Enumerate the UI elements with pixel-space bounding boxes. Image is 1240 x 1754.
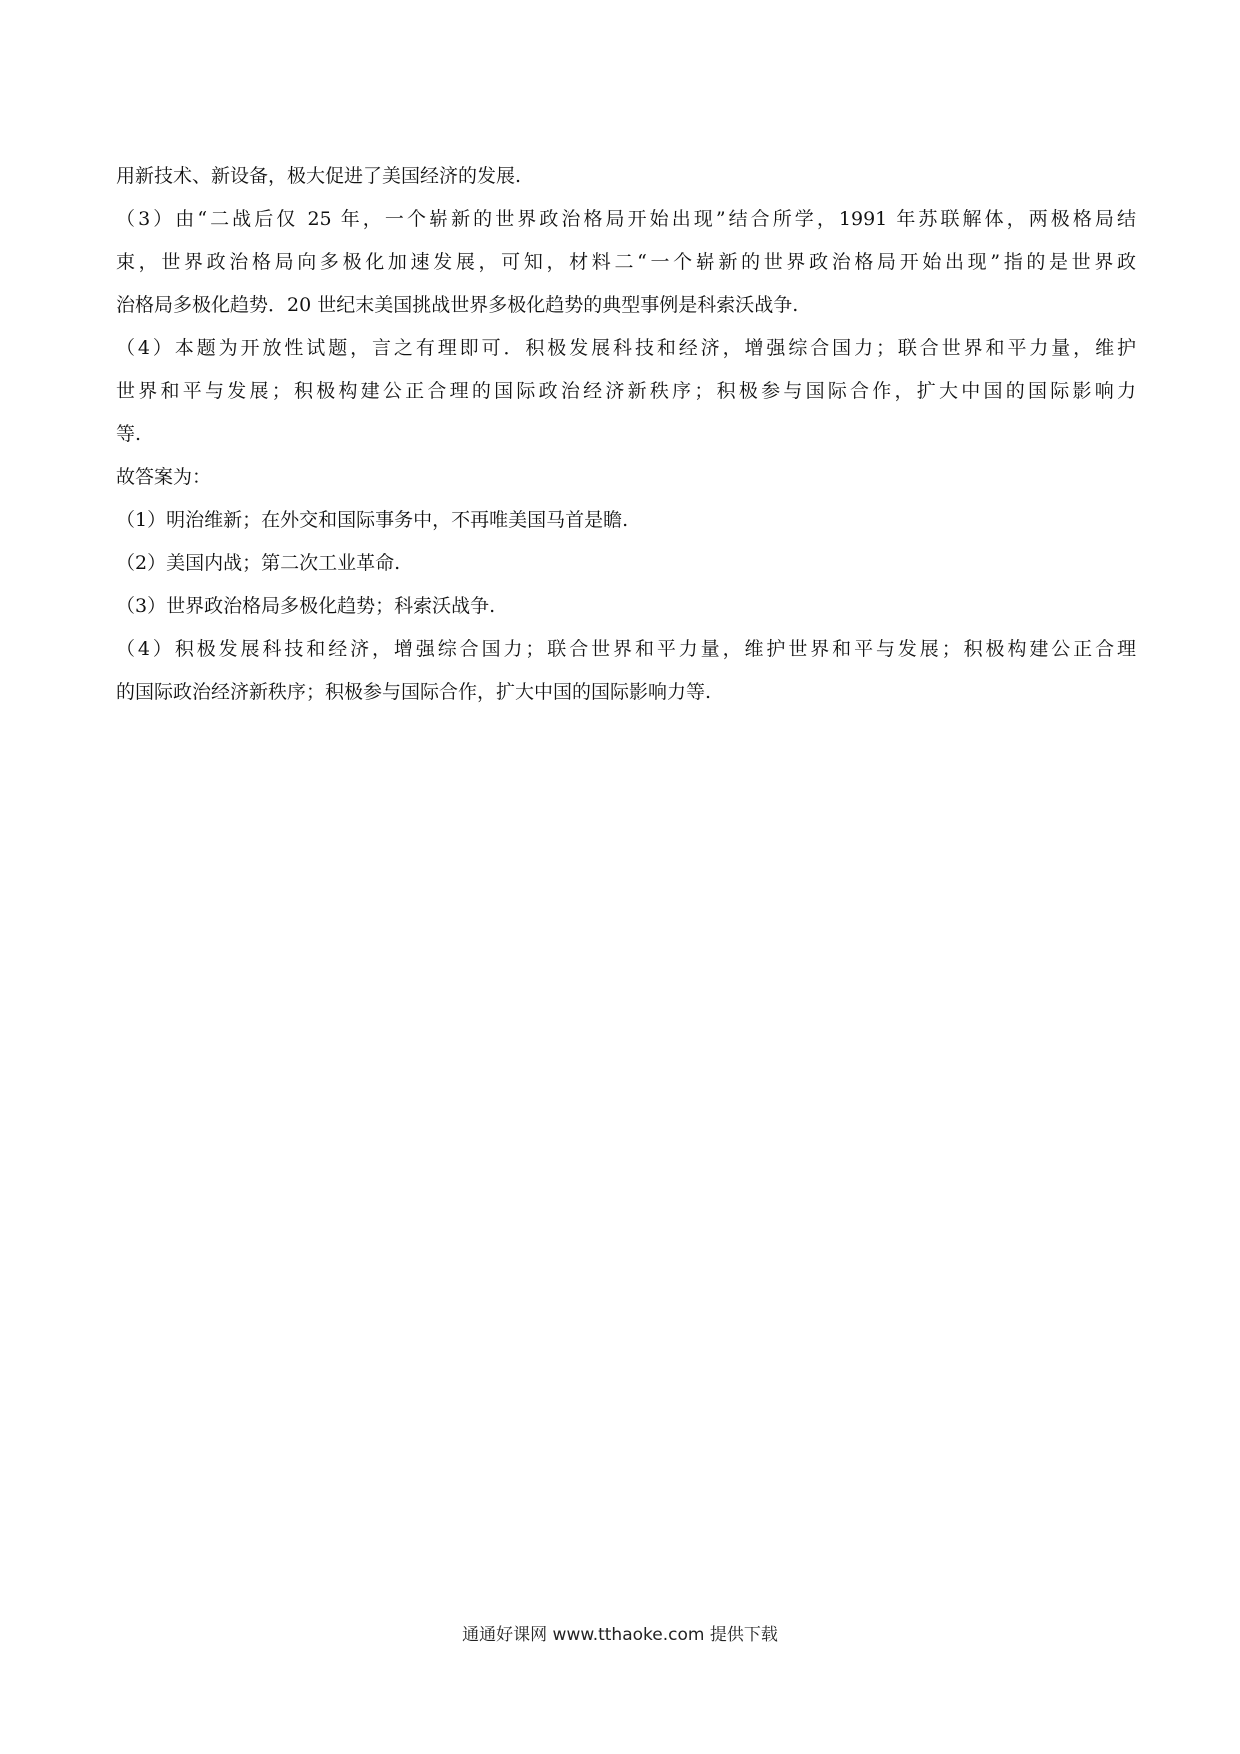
text-line: 治格局多极化趋势．20 世纪末美国挑战世界多极化趋势的典型事例是科索沃战争. (116, 294, 799, 316)
answer-body (116, 155, 1136, 714)
answer-item-1: （1）明治维新；在外交和国际事务中，不再唯美国马首是瞻. (116, 509, 629, 531)
text-line: 束，世界政治格局向多极化加速发展，可知，材料二“一个崭新的世界政治格局开始出现”指的是世界政 (116, 251, 1136, 273)
answer-item-2: （2）美国内战；第二次工业革命. (116, 552, 401, 574)
page-footer: 通通好课网 www.tthaoke.com 提供下载 (462, 1625, 778, 1645)
answer-heading: 故答案为： (116, 466, 212, 488)
text-line: 世界和平与发展；积极构建公正合理的国际政治经济新秩序；积极参与国际合作，扩大中国的国际影响力 (116, 380, 1136, 402)
text-line: （4）本题为开放性试题，言之有理即可．积极发展科技和经济，增强综合国力；联合世界和平力量，维护 (116, 337, 1136, 359)
text-line: （3）由“二战后仅 25 年，一个崭新的世界政治格局开始出现”结合所学，1991 年苏联解体，两极格局结 (116, 208, 1136, 230)
text-line: 等. (116, 423, 142, 445)
answer-item-4-continued: 的国际政治经济新秩序；积极参与国际合作，扩大中国的国际影响力等. (116, 681, 712, 703)
text-line: 用新技术、新设备，极大促进了美国经济的发展. (116, 165, 522, 187)
answer-item-3: （3）世界政治格局多极化趋势；科索沃战争. (116, 595, 496, 617)
answer-item-4: （4）积极发展科技和经济，增强综合国力；联合世界和平力量，维护世界和平与发展；积极构建公正合理 (116, 638, 1136, 660)
